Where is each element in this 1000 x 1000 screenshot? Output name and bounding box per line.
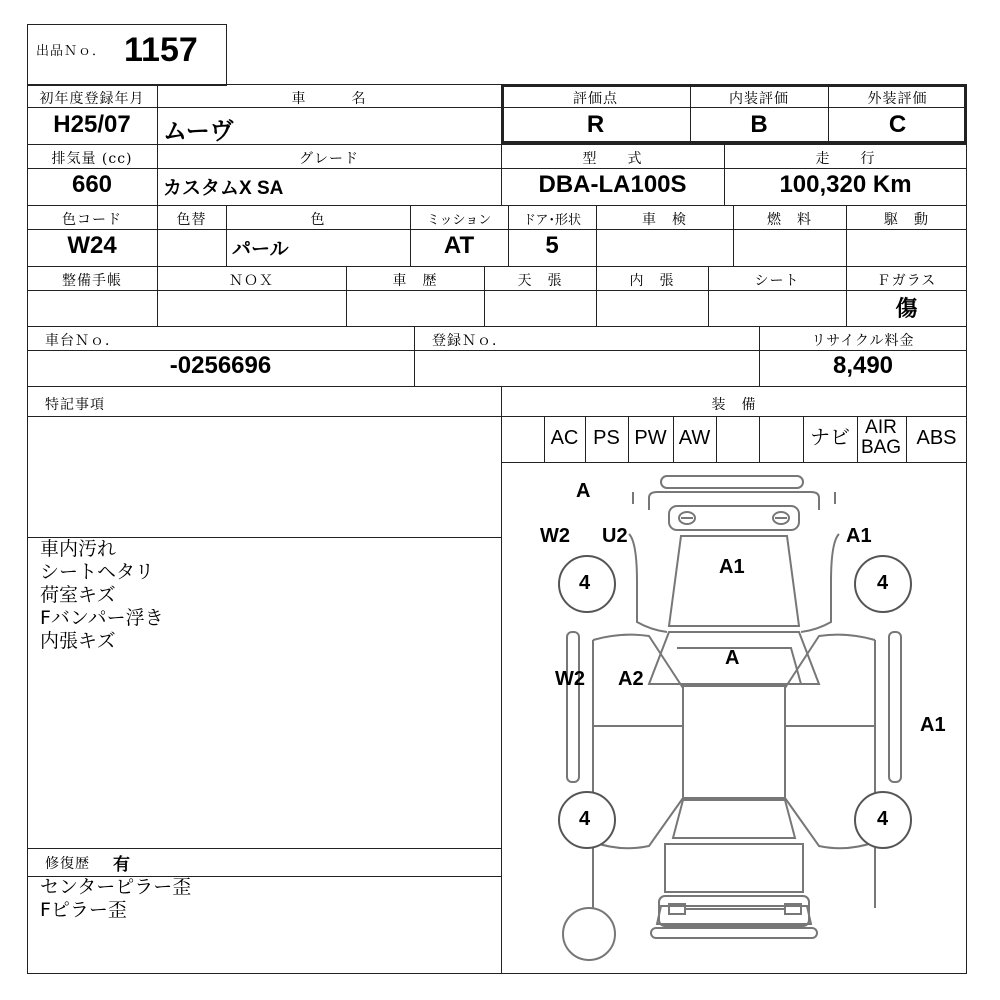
exterior-label: 外装評価: [867, 91, 928, 107]
mission-label: ミッション: [426, 213, 492, 228]
car-name-label: 車 名: [291, 91, 367, 107]
equipment-label: 装 備: [711, 397, 757, 413]
score-label: 評価点: [573, 91, 618, 107]
seat-label: シート: [754, 273, 800, 289]
interior-label: 内装評価: [729, 91, 789, 107]
grade-value: カスタムX SA: [163, 178, 284, 199]
f-glass-label: Ｆガラス: [876, 273, 937, 289]
repaint-label: 色替: [176, 212, 207, 228]
remark-note-5: 内張キズ: [40, 630, 116, 652]
tire-front-left-value: 4: [579, 572, 591, 594]
drive-label: 駆 動: [884, 212, 929, 228]
lot-number: 1157: [124, 31, 198, 69]
color-code-label: 色コード: [62, 212, 122, 228]
recycle-value: 8,490: [832, 352, 894, 379]
damage-roof: A: [725, 647, 740, 669]
damage-left-door-a: W2: [555, 668, 585, 690]
equip-aw: AW: [678, 427, 711, 449]
tire-rear-right-value: 4: [877, 808, 889, 830]
model-label: 型 式: [582, 151, 643, 167]
chassis-value: -0256696: [169, 352, 272, 379]
mileage-value: 100,320 Km: [779, 171, 912, 198]
equip-pw: PW: [634, 427, 667, 449]
equip-abs: ABS: [916, 427, 957, 449]
mission-value: AT: [443, 232, 475, 259]
history-label: 車 歴: [392, 273, 438, 289]
damage-left-front-fender-b: U2: [602, 525, 628, 547]
damage-front-bumper: A: [576, 480, 591, 502]
repair-value: 有: [113, 855, 130, 875]
displacement-value: 660: [71, 171, 113, 198]
reg-date-value: H25/07: [53, 111, 131, 138]
lot-label: 出品Ｎｏ．: [36, 44, 107, 59]
repair-note-1: センターピラー歪: [40, 876, 192, 898]
remark-note-2: シートヘタリ: [40, 561, 155, 583]
grade-label: グレード: [299, 151, 359, 167]
damage-hood: A1: [719, 556, 745, 578]
interior-value: B: [750, 111, 768, 138]
equip-ps: PS: [593, 427, 620, 449]
damage-left-front-fender-a: W2: [540, 525, 570, 547]
doors-label: ドア･形状: [522, 213, 582, 228]
damage-right-front-fender: A1: [846, 525, 872, 547]
remark-note-3: 荷室キズ: [40, 584, 116, 606]
equip-navi: ナビ: [810, 427, 850, 449]
maintenance-label: 整備手帳: [62, 273, 122, 289]
color-code-value: W24: [67, 232, 117, 259]
f-glass-value: 傷: [895, 296, 918, 322]
reg-date-label: 初年度登録年月: [39, 91, 145, 107]
doors-value: 5: [545, 232, 559, 259]
nox-label: ＮＯＸ: [229, 273, 274, 289]
repair-note-2: Fピラー歪: [40, 899, 127, 921]
equip-ac: AC: [550, 427, 579, 449]
color-label: 色: [310, 212, 326, 228]
remarks-label: 特記事項: [45, 397, 105, 413]
model-value: DBA-LA100S: [538, 171, 687, 198]
mileage-label: 走 行: [815, 151, 876, 167]
score-value: R: [586, 111, 605, 138]
exterior-value: C: [888, 111, 907, 138]
inspection-label: 車 検: [642, 212, 687, 228]
registration-label: 登録Ｎｏ．: [432, 333, 507, 349]
tire-rear-left-value: 4: [579, 808, 591, 830]
fuel-label: 燃 料: [767, 212, 812, 228]
color-value: パール: [232, 239, 289, 260]
car-diagram: [501, 462, 967, 974]
sunroof-label: 天 張: [517, 273, 563, 289]
tire-front-right-value: 4: [877, 572, 889, 594]
damage-left-door-b: A2: [618, 668, 644, 690]
remark-note-1: 車内汚れ: [40, 538, 117, 560]
repair-label: 修復歴: [45, 856, 90, 872]
car-name-value: ムーヴ: [163, 118, 234, 145]
displacement-label: 排気量 (cc): [51, 151, 133, 167]
recycle-label: リサイクル料金: [811, 333, 915, 349]
damage-right-side: A1: [920, 714, 946, 736]
chassis-label: 車台Ｎｏ．: [45, 333, 120, 349]
interior-trim-label: 内 張: [629, 273, 675, 289]
equip-airbag: AIR BAG: [860, 417, 902, 458]
remark-note-4: Fバンパー浮き: [40, 607, 164, 629]
